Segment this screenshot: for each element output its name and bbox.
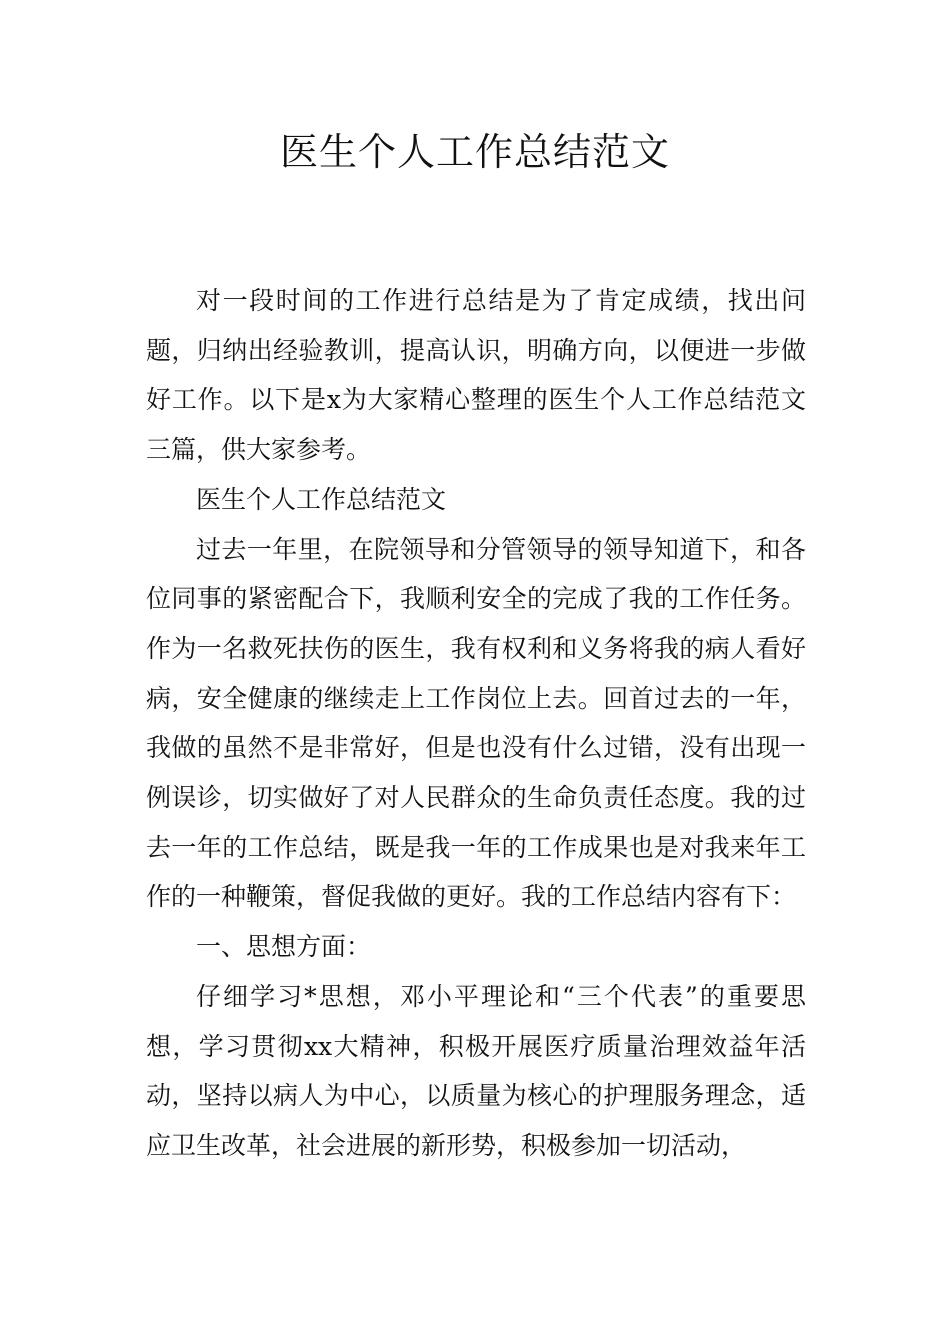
subsection-heading-thought: 一、思想方面：	[196, 932, 372, 962]
thought-paragraph: 仔细学习*思想，邓小平理论和“三个代表”的重要思想，学习贯彻xx大精神，积极开展医疗质量治理效益年活动，坚持以病人为中心，以质量为核心的护理服务理念，适应卫生改革，社会进展的新形势，积极参加一切活动，	[146, 981, 806, 1160]
document-body	[146, 276, 806, 1171]
document-title: 医生个人工作总结范文	[279, 130, 670, 174]
intro-paragraph: 对一段时间的工作进行总结是为了肯定成绩，找出问题，归纳出经验教训，提高认识，明确方向，以便进一步做好工作。以下是x为大家精心整理的医生个人工作总结范文三篇，供大家参考。	[146, 286, 806, 465]
summary-paragraph: 过去一年里，在院领导和分管领导的领导知道下，和各位同事的紧密配合下，我顺利安全的完成了我的工作任务。作为一名救死扶伤的医生，我有权利和义务将我的病人看好病，安全健康的继续走上工作岗位上去。回首过去的一年，我做的虽然不是非常好，但是也没有什么过错，没有出现一例误诊，切实做好了对人民群众的生命负责任态度。我的过去一年的工作总结，既是我一年的工作成果也是对我来年工作的一种鞭策，督促我做的更好。我的工作总结内容有下：	[146, 534, 806, 912]
section-heading: 医生个人工作总结范文	[196, 484, 447, 514]
